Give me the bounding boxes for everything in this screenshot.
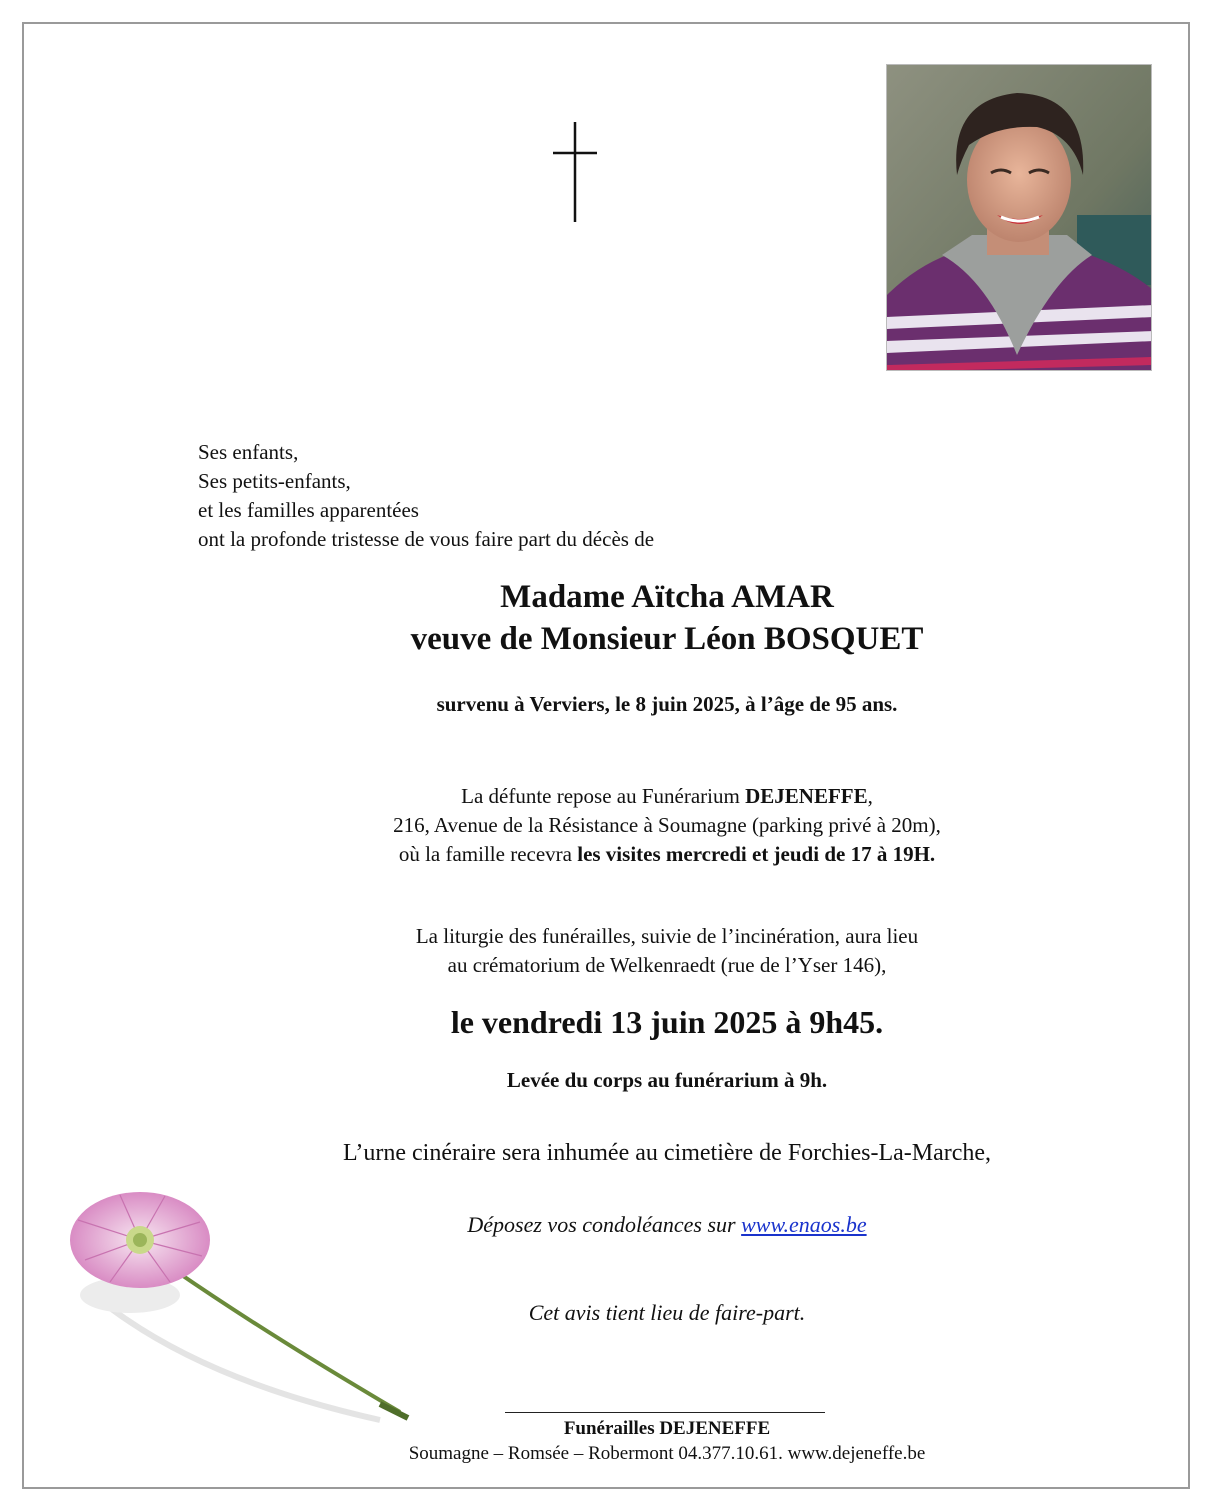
visiting-hours (120, 840, 1214, 869)
intro-line: Ses enfants, (198, 440, 299, 464)
intro-line: ont la profonde tristesse de vous faire part du décès de (198, 527, 655, 551)
intro-line: Ses petits-enfants, (198, 469, 351, 493)
funerarium-prefix: La défunte repose au Funérarium (461, 784, 746, 808)
funerarium-info (0, 782, 1214, 869)
cross-icon (552, 120, 598, 224)
condolences-link[interactable]: www.enaos.be (741, 1212, 867, 1237)
portrait-photo (886, 64, 1152, 371)
funeral-home-contact: Soumagne – Romsée – Robermont 04.377.10.61. www.dejeneffe.be (408, 1443, 926, 1464)
condolences-text: Déposez vos condoléances sur (467, 1212, 742, 1237)
funerarium-comma: , (867, 784, 873, 808)
liturgy-line: La liturgie des funérailles, suivie de l’incinération, aura lieu (415, 924, 919, 948)
funerarium-line-1 (120, 782, 1214, 811)
footer (0, 1416, 1214, 1466)
intro-line: et les familles apparentées (198, 498, 419, 522)
deceased-spouse: veuve de Monsieur Léon BOSQUET (410, 621, 924, 657)
ceremony-date: le vendredi 13 juin 2025 à 9h45. (450, 1004, 884, 1040)
liturgy-info (0, 922, 1214, 980)
notice-statement: Cet avis tient lieu de faire-part. (528, 1300, 806, 1325)
body-removal-time: Levée du corps au funérarium à 9h. (506, 1068, 828, 1092)
urn-burial-info: L’urne cinéraire sera inhumée au cimetière de Forchies-La-Marche, (342, 1140, 992, 1166)
visiting-times: les visites mercredi et jeudi de 17 à 19H. (577, 842, 936, 866)
deceased-name-block (0, 576, 1214, 660)
liturgy-line: au crématorium de Welkenraedt (rue de l’Yser 146), (447, 953, 887, 977)
funerarium-name: DEJENEFFE (745, 784, 868, 808)
death-details: survenu à Verviers, le 8 juin 2025, à l’âge de 95 ans. (436, 692, 898, 716)
intro-text (198, 438, 654, 554)
visiting-prefix: où la famille recevra (398, 842, 578, 866)
funerarium-address: 216, Avenue de la Résistance à Soumagne (parking privé à 20m), (393, 813, 941, 837)
deceased-name: Madame Aïtcha AMAR (500, 579, 834, 615)
footer-divider (505, 1412, 825, 1413)
funeral-home-name: Funérailles DEJENEFFE (563, 1418, 771, 1439)
flower-icon (60, 1180, 420, 1440)
